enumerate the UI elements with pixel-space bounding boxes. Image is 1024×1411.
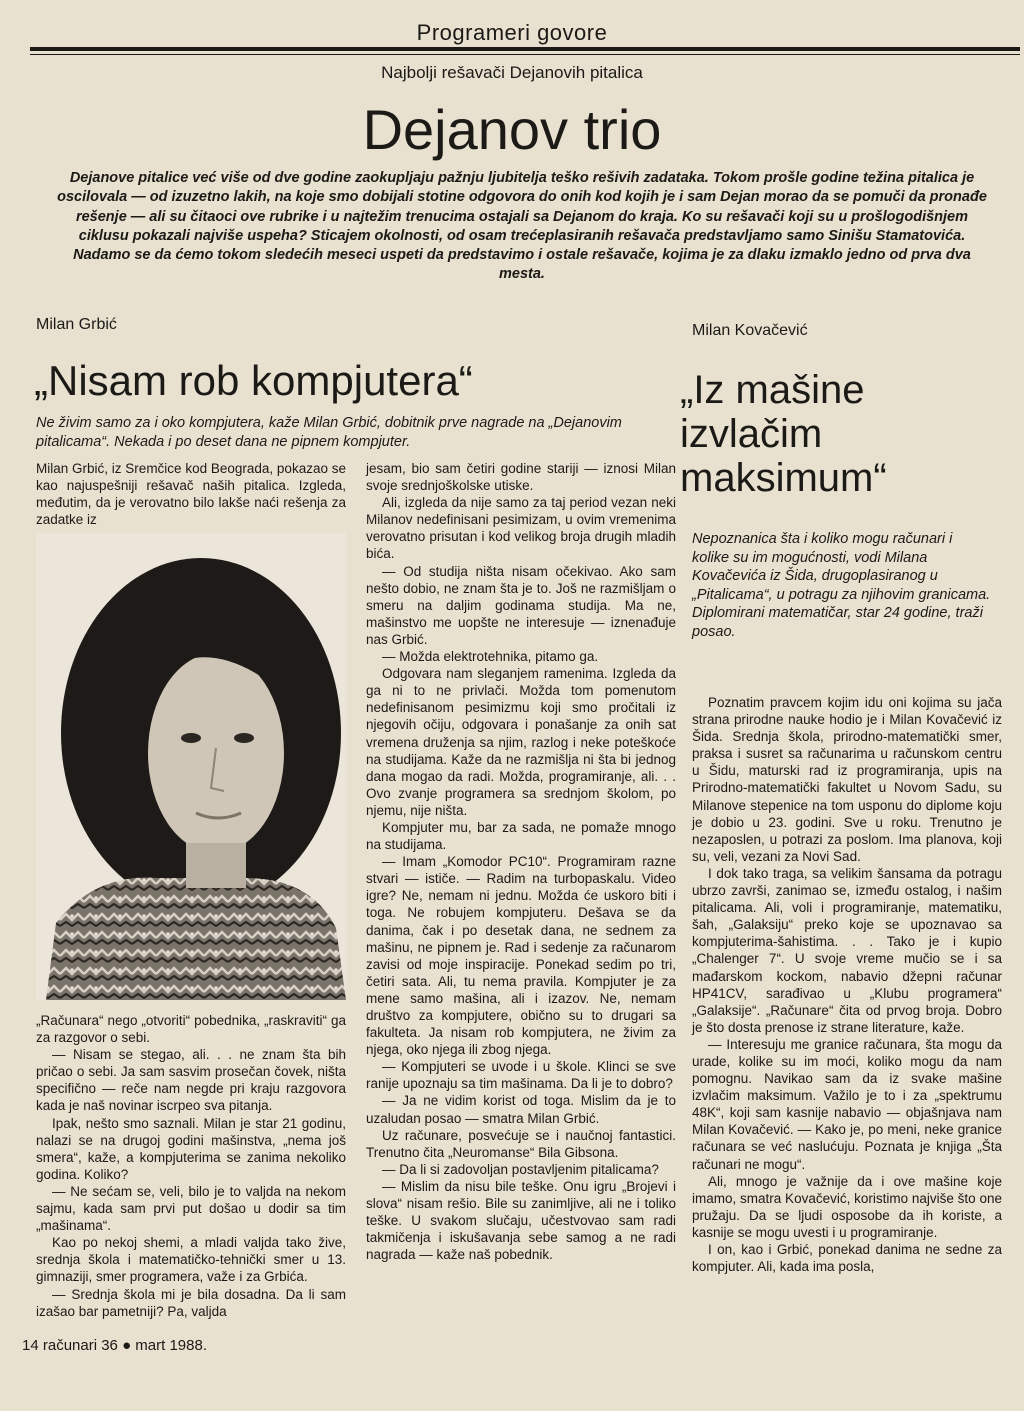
title-line: „Iz mašine bbox=[680, 368, 865, 412]
paragraph: Ali, izgleda da nije samo za taj period vezan neki Milanov nedefinisani pesimizam, u ovim vremenima verovatno prisutan i kod velikog broja drugih mladih bića. bbox=[366, 495, 676, 562]
paragraph: — Mislim da nisu bile teške. Onu igru „Brojevi i slova“ nisam rešio. Bile su zanimljive, ali ne i toliko teške. U svakom slučaju, učestvovao sam radi takmičenja i iskušavanja sebe samog a ne radi nagrada — kaže naš pobednik. bbox=[366, 1178, 676, 1263]
paragraph: Kompjuter mu, bar za sada, ne pomaže mnogo na studijama. bbox=[366, 819, 676, 853]
portrait-photo bbox=[36, 533, 346, 1000]
paragraph: Uz računare, posvećuje se i naučnoj fantastici. Trenutno čita „Neuromanse“ Bila Gibsona. bbox=[366, 1127, 676, 1160]
paragraph: „Računara“ nego „otvoriti“ pobednika, „raskraviti“ ga za razgovor o sebi. bbox=[36, 1013, 346, 1046]
header-rules bbox=[30, 47, 1020, 55]
right-byline: Milan Kovačević bbox=[692, 322, 808, 339]
paragraph: — Kompjuteri se uvode i u škole. Klinci se sve ranije upoznaju sa tim mašinama. Da li je to dobro? bbox=[366, 1059, 676, 1092]
paragraph: jesam, bio sam četiri godine stariji — iznosi Milan svoje srednjoškolske utiske. bbox=[366, 461, 676, 494]
title-line: izvlačim bbox=[680, 412, 823, 456]
right-article-title bbox=[680, 368, 887, 500]
page-footer: 14 računari 36 ● mart 1988. bbox=[22, 1337, 207, 1354]
left-article-title: „Nisam rob kompjutera“ bbox=[34, 357, 473, 404]
section-label: Programeri govore bbox=[416, 20, 608, 45]
paragraph: — Ja ne vidim korist od toga. Mislim da je to uzaludan posao — smatra Milan Grbić. bbox=[366, 1093, 676, 1126]
paragraph: Poznatim pravcem kojim idu oni kojima su jača strana prirodne nauke hodio je i Milan Kovačević iz Šida. Srednja škola, prirodno-matematički smer, praksa i susret sa računarima u računskom centru u Šidu, maturski rad iz programiranja, upis na Prirodno-matematički fakultet u Novom Sadu, su Milanove stepenice na tom usponu do diplome koju je dobio u 23. godini. Sve u roku. Trenutno je nezaposlen, u potrazi za poslom. Ima planova, koji su, veli, vezani za Novi Sad. bbox=[692, 695, 1002, 864]
paragraph: Odgovara nam sleganjem ramenima. Izgleda da ga ni to ne privlači. Možda tom pomenutom nedefinisanom pesimizmu koji smo pročitali iz njegovih očiju, odgovara i ponašanje za onih sat vremena druženja sa njim, razlog i neke poteškoće na studijama. Kaže da ne razmišlja ni šta bi jednog dana mogao da radi. Možda, programiranje, ali. . . Ovo zvanje programera sa srednjom školom, po njemu, nije ništa. bbox=[366, 666, 676, 818]
paragraph: Ipak, nešto smo saznali. Milan je star 21 godinu, nalazi se na drugoj godini mašinstva, „nema još smera“, kaže, a kompjuterima se zanima nekoliko godina. Koliko? bbox=[36, 1115, 346, 1182]
left-col2 bbox=[366, 460, 676, 1263]
portrait-image bbox=[36, 533, 346, 1000]
intro-paragraph: Dejanove pitalice već više od dve godine zaokupljaju pažnju ljubitelja teško rešivih zadataka. Tokom prošle godine težina pitalica je oscilovala — od izuzetno lakih, na koje smo dobijali stotine odgovora do onih kod kojih je i sam Dejan morao da se pomuči da pronađe rešenje — ali su čitaoci ove rubrike i u najtežim trenucima ostajali sa Dejanom do kraja. Ko su rešavači koji su u prošlogodišnjem ciklusu pokazali najviše uspeha? Sticajem okolnosti, od osam trećeplasiranih rešavača predstavljamo samo Sinišu Stamatovića. Nadamo se da ćemo tokom sledećih meseci uspeti da predstavimo i ostale rešavače, kojima je za dlaku izmaklo jedno od prva dva mesta. bbox=[57, 170, 987, 283]
right-col bbox=[692, 694, 1002, 1275]
left-byline: Milan Grbić bbox=[36, 316, 117, 333]
paragraph: Ali, mnogo je važnije da i ove mašine koje imamo, smatra Kovačević, koristimo najviše što one pružaju. Da se ljudi osposobe da ih koriste, a kasnije se mogu uvesti i u programiranje. bbox=[692, 1173, 1002, 1240]
paragraph: Kao po nekoj shemi, a mladi valjda tako žive, srednja škola i matematičko-tehnički smer u 13. gimnaziji, smer programera, važe i za Grbića. bbox=[36, 1235, 346, 1285]
left-col1-top bbox=[36, 460, 346, 528]
page-headline: Dejanov trio bbox=[362, 98, 662, 161]
right-article-deck: Nepoznanica šta i koliko mogu računari i kolike su im mogućnosti, vodi Milana Kovačevića iz Šida, drugoplasiranog u „Pitalicama“, u potragu za njihovim granicama. Diplomirani matematičar, star 24 godine, traži posao. bbox=[692, 531, 991, 640]
paragraph: — Ne sećam se, veli, bilo je to valjda na nekom sajmu, kada sam prvi put došao u dodir sa tim „mašinama“. bbox=[36, 1183, 346, 1234]
paragraph: — Nisam se stegao, ali. . . ne znam šta bih pričao o sebi. Ja sam sasvim prosečan čovek, ništa specifično — reče nam negde pri kraju razgovora kada je naš novinar iscrpeo sva pitanja. bbox=[36, 1047, 346, 1114]
left-col1-bottom bbox=[36, 1012, 346, 1320]
paragraph: — Od studija ništa nisam očekivao. Ako sam nešto dobio, ne znam šta je to. Još ne razmišljam o smeru na daljim godinama studija. Ma ne, mašinstvo me uopšte ne interesuje — iznenađuje nas Grbić. bbox=[366, 563, 676, 647]
paragraph: — Srednja škola mi je bila dosadna. Da li sam izašao bar pametniji? Pa, valjda bbox=[36, 1286, 346, 1319]
left-article-deck: Ne živim samo za i oko kompjutera, kaže Milan Grbić, dobitnik prve nagrade na „Dejanovim pitalicama“. Nekada i po deset dana ne pipnem kompjuter. bbox=[36, 415, 622, 450]
title-line: maksimum“ bbox=[680, 456, 887, 500]
paragraph: Milan Grbić, iz Sremčice kod Beograda, pokazao se kao najuspešniji rešavač naših pitalica. Izgleda, međutim, da je verovatno bilo lakše naći rešenja za zadatke iz bbox=[36, 461, 346, 528]
paragraph: I on, kao i Grbić, ponekad danima ne sedne za kompjuter. Ali, kada ima posla, bbox=[692, 1242, 1002, 1275]
paragraph: — Da li si zadovoljan postavljenim pitalicama? bbox=[382, 1161, 659, 1177]
paragraph: — Možda elektrotehnika, pitamo ga. bbox=[382, 649, 599, 665]
paragraph: — Interesuju me granice računara, šta mogu da urade, kolike su im moći, koliko mogu da nam pomognu. Navikao sam da iz svake mašine izvlačim maksimum. Važilo je to i za „spektrumu 48K“, koji sam kasnije nabavio — objašnjava nam Milan Kovačević. — Kako je, po meni, neke granice računara se već naslućuju. Poznata je knjiga „Šta računari ne mogu“. bbox=[692, 1036, 1002, 1172]
page-subtitle: Najbolji rešavači Dejanovih pitalica bbox=[381, 63, 643, 82]
paragraph: — Imam „Komodor PC10“. Programiram razne stvari — ističe. — Radim na turbopaskalu. Video igre? Ne, nemam ni jednu. Možda će uskoro biti i toga. Ne robujem kompjuteru. Dešava se da danima, čak i po desetak dana, ne sednem za mašinu, ne pipnem je. Rad i sedenje za računarom zavisi od moje inspiracije. Ponekad sedim po tri, četiri sata. Ali, tu nema pravila. Kompjuter je za mene samo mašina, ali i izazov. Ne, nemam društvo za kompjutere, obično su to drugari sa fakulteta. Ja nisam rob kompjutera, ne živim za njega, oko njega ili zbog njega. bbox=[366, 854, 676, 1058]
paragraph: I dok tako traga, sa velikim šansama da potragu ubrzo završi, zanimao se, između ostalog, i našim pitalicama. Ali, voli i programiranje, matematiku, šah, „Galaksiju“ preko koje se upoznavao sa kompjuterima-šahistima. . . Tako je i kupio „Chalenger 7“. U svoje vreme mučio se i sa mađarskom kockom, nabavio džepni računar HP41CV, sarađivao u „Klubu programera“ „Galaksije“. „Računare“ čita od prvog broja. Dobro je što dosta prenose iz strane literature, kaže. bbox=[692, 865, 1002, 1035]
